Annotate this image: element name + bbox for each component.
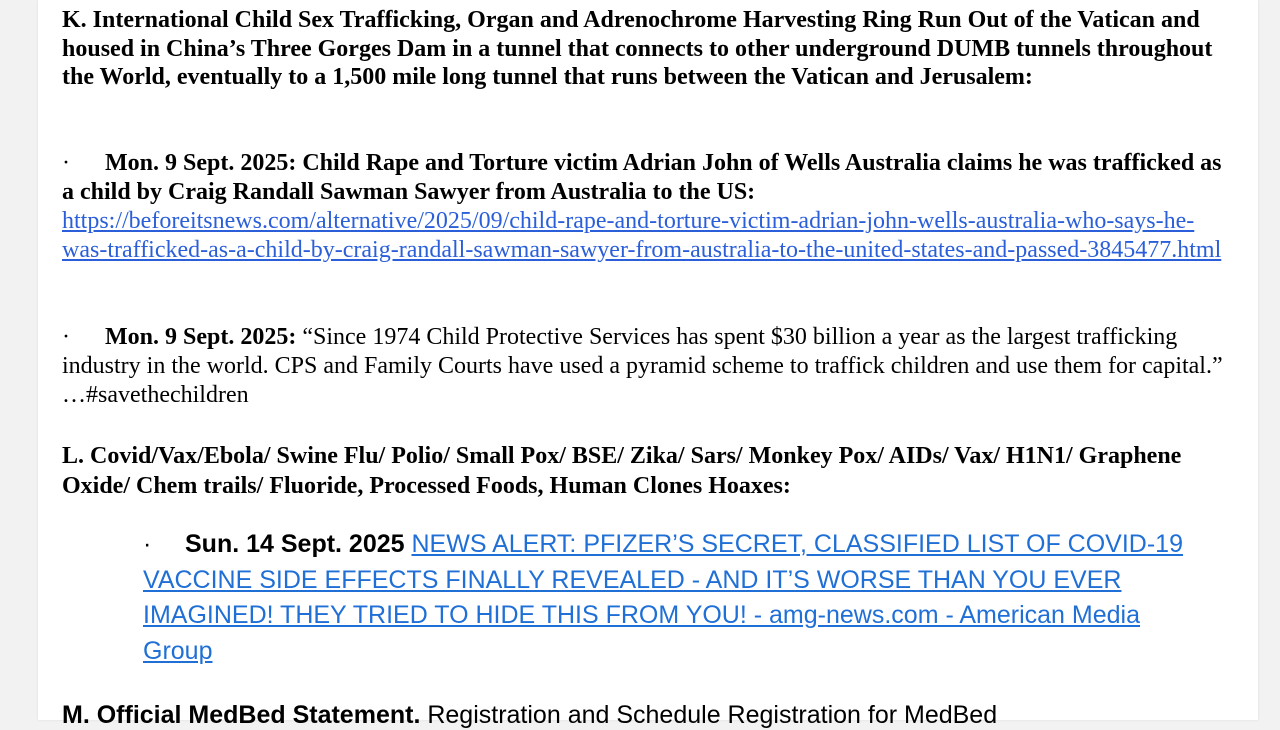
section-l-item-1 (143, 527, 1183, 669)
bullet: · (62, 150, 70, 176)
section-k-item-2 (62, 323, 1232, 410)
item-lead: Mon. 9 Sept. 2025: Child Rape and Torture victim Adrian John of Wells Australia claims he was trafficked as a child by Craig Randall Sawman Sawyer from Australia to the US: (62, 150, 1222, 205)
section-m (62, 700, 1232, 730)
article-link[interactable]: https://beforeitsnews.com/alternative/2025/09/child-rape-and-torture-victim-adrian-john-wells-australia-who-says-he-was-trafficked-as-a-child-by-craig-randall-sawman-sawyer-from-australia-to-the-united-states-and-passed-3845477.html (62, 208, 1222, 263)
section-m-text: Registration and Schedule Registration for MedBed (427, 701, 998, 729)
document-page (38, 0, 1258, 729)
bullet: · (62, 324, 70, 350)
item-text: “Since 1974 Child Protective Services has spent $30 billion a year as the largest trafficking industry in the world. CPS and Family Courts have used a pyramid scheme to traffick children and use them for capital.” …#savethechildren (62, 324, 1223, 408)
item-lead: Mon. 9 Sept. 2025: (105, 324, 297, 350)
section-l-heading: L. Covid/Vax/Ebola/ Swine Flu/ Polio/ Small Pox/ BSE/ Zika/ Sars/ Monkey Pox/ AIDs/ Vax/ H1N1/ Graphene Oxide/ Chem trails/ Fluoride, Processed Foods, Human Clones Hoaxes: (62, 443, 1182, 499)
section-k-heading: K. International Child Sex Trafficking, Organ and Adrenochrome Harvesting Ring Run Out of the Vatican and housed in China’s Three Gorges Dam in a tunnel that connects to other underground DUMB tunnels throughout the World, eventually to a 1,500 mile long tunnel that runs between the Vatican and Jerusalem: (62, 7, 1213, 90)
section-m-heading: M. Official MedBed Statement. (62, 701, 421, 729)
bullet: · (143, 530, 152, 558)
article-link[interactable]: NEWS ALERT: PFIZER’S SECRET, CLASSIFIED LIST OF COVID-19 VACCINE SIDE EFFECTS FINALLY REVEALED - AND IT’S WORSE THAN YOU EVER IMAGINED! THEY TRIED TO HIDE THIS FROM YOU! - amg-news.com - American Media Group (143, 530, 1183, 665)
section-k-item-1 (62, 149, 1232, 265)
item-lead: Sun. 14 Sept. 2025 (185, 530, 405, 558)
